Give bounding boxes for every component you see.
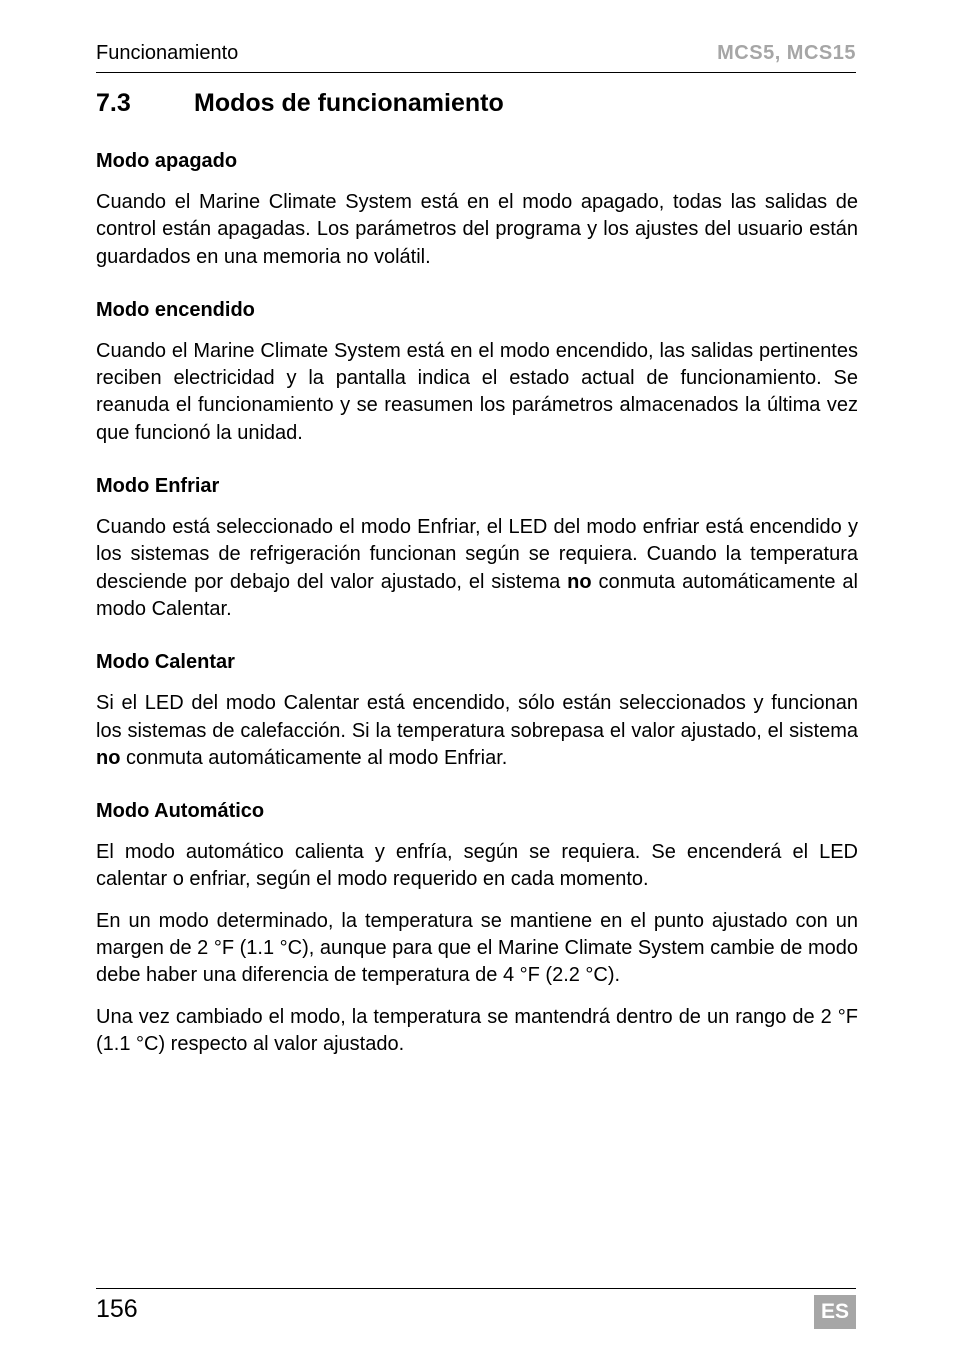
mode-off-block: [96, 148, 858, 271]
mode-on-block: [96, 297, 858, 447]
section-heading: [96, 89, 504, 118]
language-badge: ES: [814, 1295, 856, 1329]
section-number: 7.3: [96, 89, 131, 117]
mode-heat-emphasis: no: [96, 746, 121, 769]
mode-auto-paragraph-3: Una vez cambiado el modo, la temperatura se mantendrá dentro de un rango de 2 °F (1.1 °C) respecto al valor ajustado.: [96, 1005, 858, 1055]
mode-auto-paragraph-2: En un modo determinado, la temperatura se mantiene en el punto ajustado con un margen de 2 °F (1.1 °C), aunque para que el Marine Climate System cambie de modo debe haber una diferencia de temperatura de 4 °F (2.2 °C).: [96, 909, 858, 987]
mode-heat-paragraph: [96, 690, 858, 772]
mode-heat-text-after: conmuta automáticamente al modo Enfriar.: [120, 746, 508, 769]
mode-cool-text-before: Cuando está seleccionado el modo Enfriar, el LED del modo enfriar está encendido y los sistemas de refrigeración funcionan según se requiera. Cuando la temperatura desciende por debajo del valor ajustado, el sistema: [96, 516, 858, 593]
page-number: 156: [96, 1295, 138, 1323]
mode-cool-emphasis: no: [567, 570, 592, 593]
mode-off-heading: Modo apagado: [96, 150, 238, 172]
mode-auto-heading: Modo Automático: [96, 800, 265, 823]
mode-cool-paragraph: [96, 514, 858, 623]
mode-auto-block: [96, 798, 858, 1058]
mode-cool-heading: Modo Enfriar: [96, 475, 220, 498]
mode-heat-block: [96, 649, 858, 772]
chapter-title: Funcionamiento: [96, 42, 239, 64]
model-names: MCS5, MCS15: [717, 42, 856, 64]
page-header: [96, 40, 856, 73]
mode-on-paragraph: Cuando el Marine Climate System está en el modo encendido, las salidas pertinentes reciben electricidad y la pantalla indica el estado actual de funcionamiento. Se reanuda el funcionamiento y se reasumen los parámetros almacenados la última vez que funcionó la unidad.: [96, 339, 858, 444]
mode-cool-block: [96, 473, 858, 623]
mode-heat-heading: Modo Calentar: [96, 651, 235, 674]
mode-heat-text-before: Si el LED del modo Calentar está encendido, sólo están seleccionados y funcionan los sistemas de calefacción. Si la temperatura sobrepasa el valor ajustado, el sistema: [96, 692, 858, 742]
mode-auto-paragraph-1: El modo automático calienta y enfría, según se requiera. Se encenderá el LED calentar o enfriar, según el modo requerido en cada momento.: [96, 841, 858, 891]
mode-on-heading: Modo encendido: [96, 298, 255, 321]
section-title: Modos de funcionamiento: [194, 89, 504, 117]
mode-cool-text-after: conmuta automáticamente al modo Calentar.: [96, 570, 858, 620]
page-footer: [96, 1288, 856, 1331]
mode-off-paragraph: Cuando el Marine Climate System está en el modo apagado, todas las salidas de control están apagadas. Los parámetros del programa y los ajustes del usuario están guardados en una memoria no volátil.: [96, 191, 858, 268]
main-content: [96, 148, 858, 1084]
